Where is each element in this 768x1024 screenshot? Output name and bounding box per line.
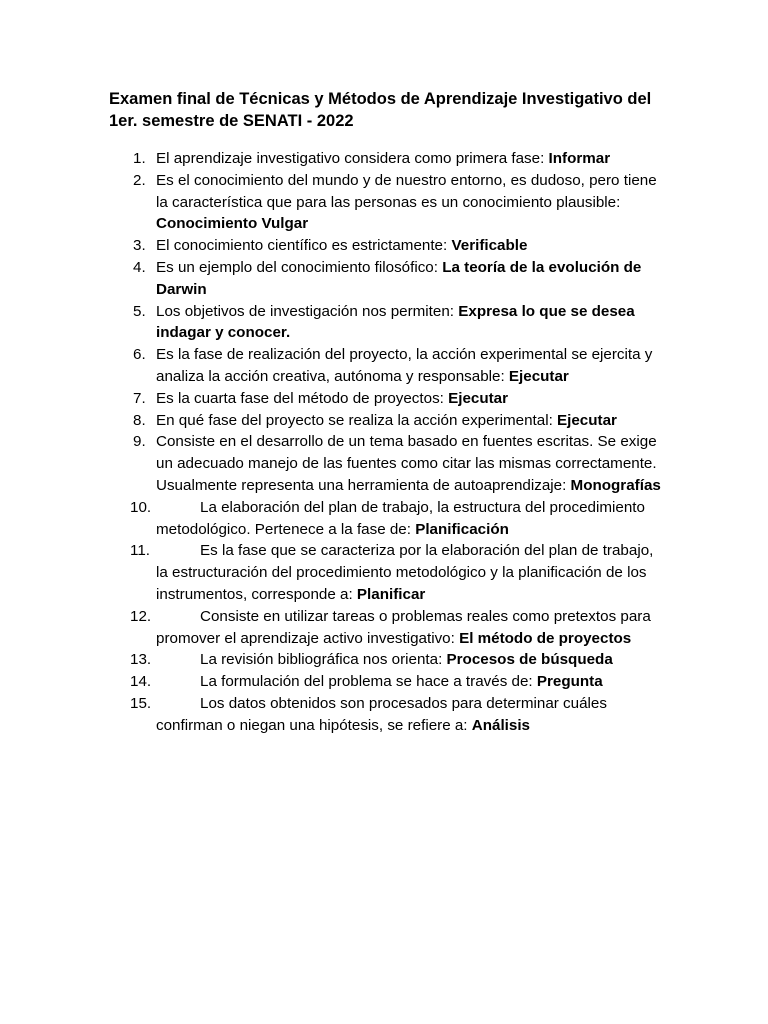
question-text: Los datos obtenidos son procesados para determinar cuáles confirman o niegan una hipótesis, se refiere a: [156, 694, 607, 734]
question-number: 3. [133, 237, 146, 255]
question-number: 4. [133, 258, 146, 276]
question-item [0, 257, 662, 301]
question-text: Los objetivos de investigación nos permiten: [156, 302, 459, 320]
question-item [0, 301, 662, 345]
question-answer: Planificación [415, 520, 509, 538]
question-item [0, 410, 662, 432]
question-number: 13. [130, 651, 152, 669]
question-answer: Ejecutar [448, 389, 509, 407]
question-item [0, 540, 662, 605]
question-text: El conocimiento científico es estrictamente: [156, 237, 452, 255]
question-text: Es el conocimiento del mundo y de nuestro entorno, es dudoso, pero tiene la característica que para las personas es un conocimiento plausible: [156, 171, 657, 211]
question-number: 9. [133, 433, 146, 451]
question-answer: Ejecutar [557, 411, 617, 429]
question-number: 10. [130, 498, 152, 516]
question-number: 5. [133, 302, 146, 320]
question-number: 1. [133, 150, 146, 167]
question-text: La revisión bibliográfica nos orienta: [200, 651, 447, 669]
question-item [0, 235, 662, 257]
question-text: Es un ejemplo del conocimiento filosófico: [156, 258, 443, 276]
question-item [0, 606, 662, 650]
question-item [0, 170, 662, 235]
question-text: Consiste en el desarrollo de un tema basado en fuentes escritas. Se exige un adecuado manejo de las fuentes como citar las mismas correctamente. Usualmente representa una herramienta de autoaprendizaje: [156, 433, 657, 494]
question-text: En qué fase del proyecto se realiza la acción experimental: [156, 411, 558, 429]
question-item [0, 497, 662, 541]
question-answer: La teoría de la evolución de Darwin [156, 258, 642, 298]
question-number: 2. [133, 171, 146, 189]
question-answer: Ejecutar [508, 367, 569, 385]
question-text: Es la fase de realización del proyecto, la acción experimental se ejercita y analiza la acción creativa, autónoma y responsable: [156, 346, 653, 385]
question-answer: Conocimiento Vulgar [156, 215, 309, 233]
question-item [0, 671, 662, 693]
question-text: Es la fase que se caracteriza por la elaboración del plan de trabajo, la estructuración del procedimiento metodológico y la planificación de los instrumentos, corresponde a: [156, 542, 654, 603]
question-number: 12. [130, 607, 152, 625]
question-list [0, 148, 768, 737]
question-answer: Pregunta [536, 673, 603, 691]
question-answer: Verificable [451, 237, 528, 255]
question-number: 6. [133, 346, 146, 364]
question-item [0, 693, 662, 737]
question-number: 14. [130, 673, 152, 691]
question-answer: Informar [548, 150, 611, 167]
document-title: Examen final de Técnicas y Métodos de Aprendizaje Investigativo del 1er. semestre de SENATI - 2022 [109, 90, 652, 130]
question-item [0, 431, 662, 496]
question-answer: Análisis [471, 716, 530, 734]
question-number: 7. [133, 389, 146, 407]
question-answer: Planificar [356, 585, 426, 603]
question-item [0, 388, 662, 410]
question-item [0, 649, 662, 671]
question-text: La elaboración del plan de trabajo, la estructura del procedimiento metodológico. Pertenece a la fase de: [156, 498, 645, 538]
question-text: La formulación del problema se hace a través de: [200, 673, 537, 691]
question-answer: Monografías [570, 476, 661, 494]
question-text: El aprendizaje investigativo considera como primera fase: [156, 150, 549, 167]
question-number: 8. [133, 411, 146, 429]
question-text: Es la cuarta fase del método de proyectos: [156, 389, 449, 407]
question-number: 11. [130, 542, 150, 560]
question-answer: Procesos de búsqueda [446, 651, 613, 669]
question-item [0, 148, 662, 170]
question-answer: Expresa lo que se desea indagar y conocer. [156, 302, 635, 342]
question-item [0, 344, 662, 388]
question-text: Consiste en utilizar tareas o problemas reales como pretextos para promover el aprendizaje activo investigativo: [156, 607, 651, 647]
question-answer: El método de proyectos [459, 629, 632, 647]
question-number: 15. [130, 694, 152, 712]
